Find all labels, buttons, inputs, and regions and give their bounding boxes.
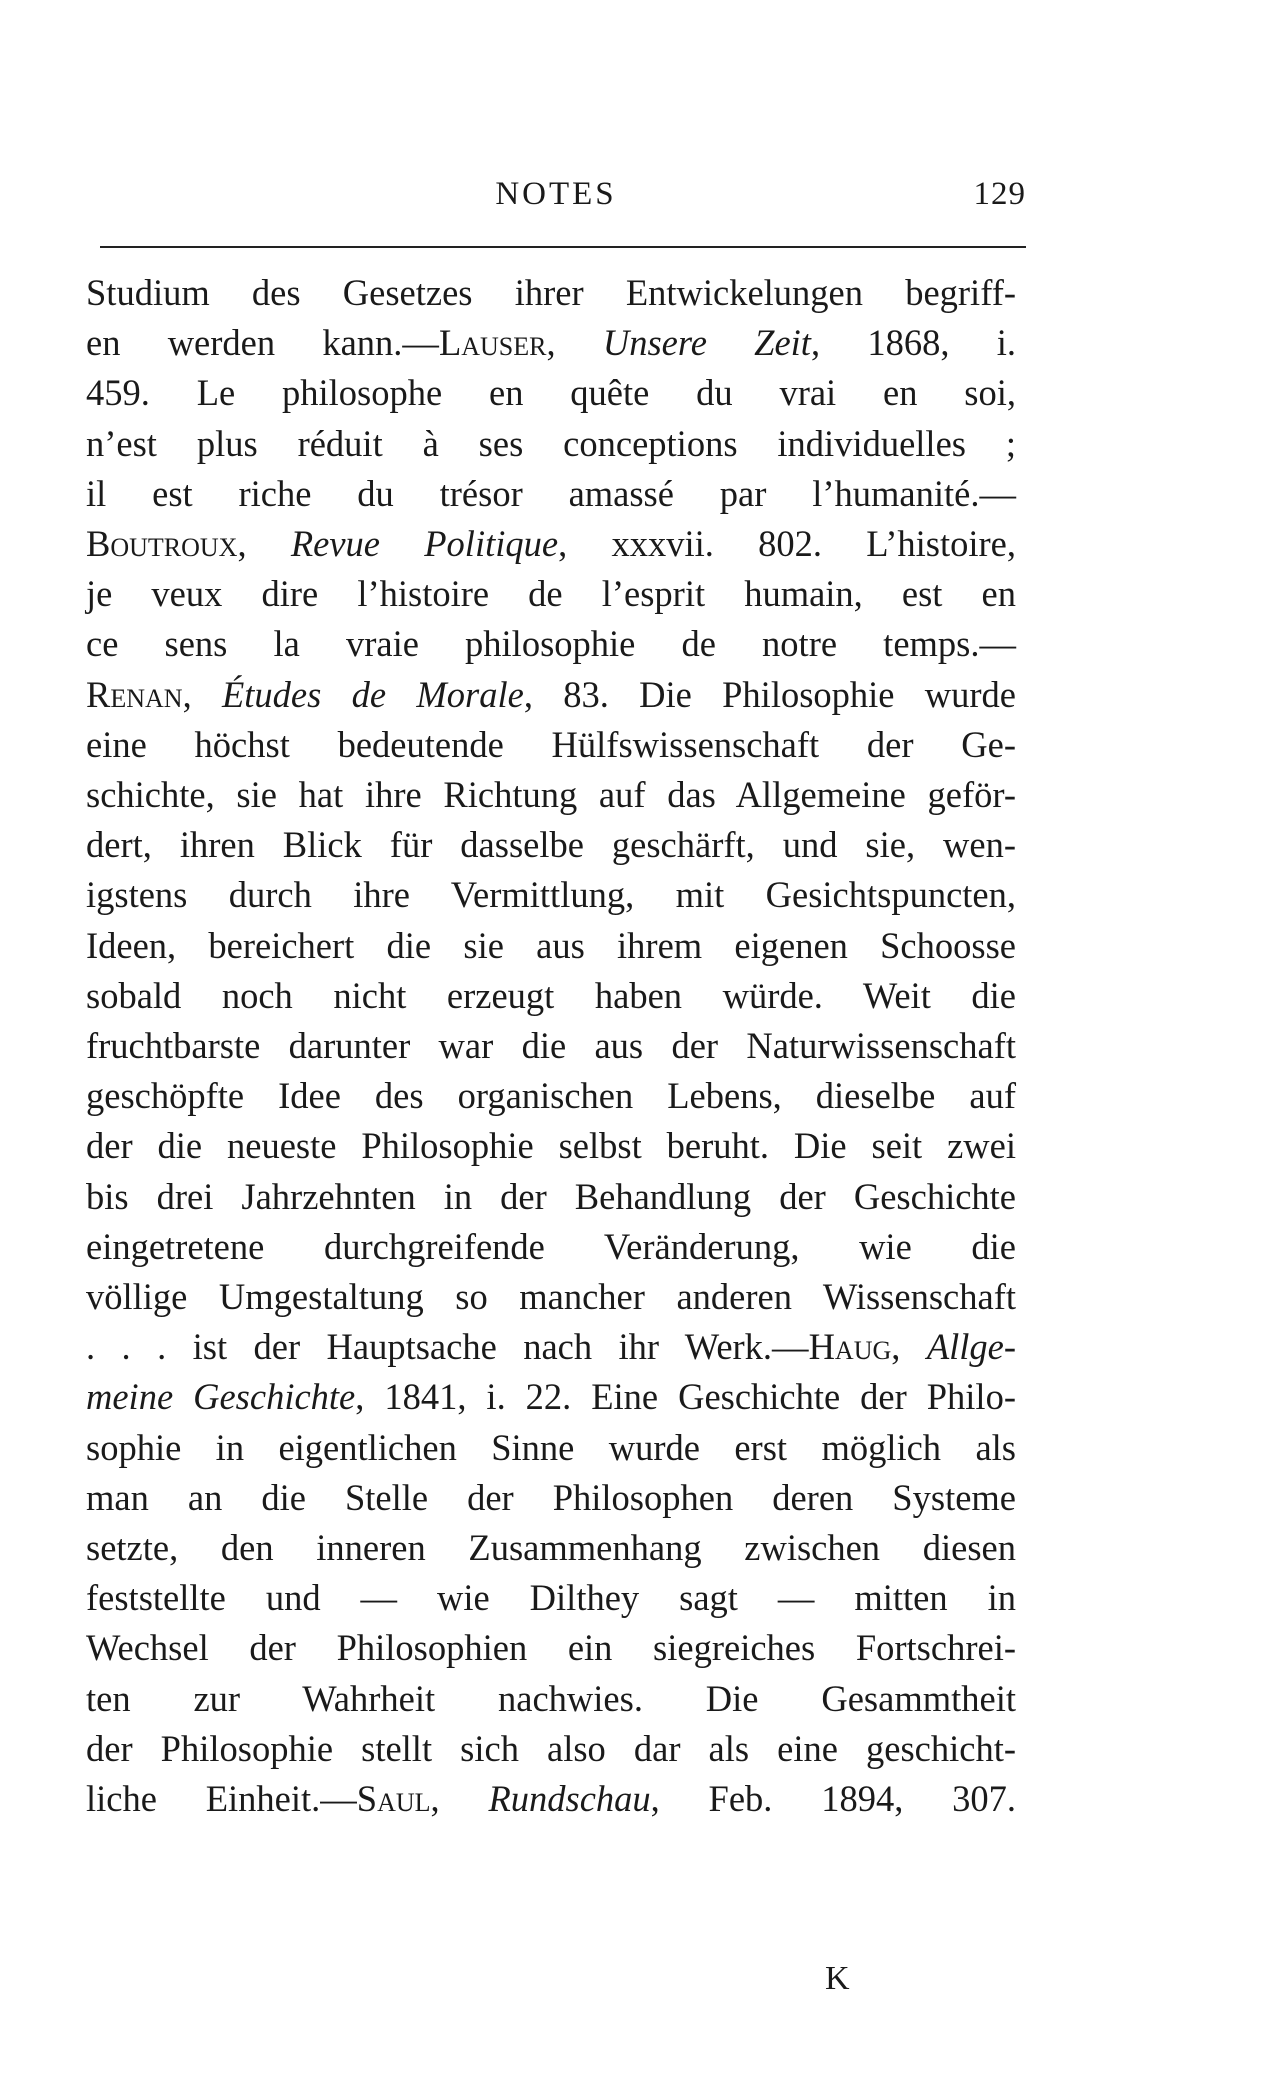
text-line (86, 1623, 1016, 1673)
text-run: eine höchst bedeutende Hülfswissenschaft der Ge- (86, 723, 1016, 765)
text-run: fruchtbarste darunter war die aus der Naturwissenschaft (86, 1025, 1016, 1067)
text-line (86, 268, 1016, 318)
text-run: geschöpfte Idee des organischen Lebens, dieselbe auf (86, 1075, 1016, 1117)
text-run: bis drei Jahrzehnten in der Behandlung der Geschichte (86, 1175, 1016, 1217)
text-run: en werden kann.— (86, 322, 439, 364)
text-line (86, 1573, 1016, 1623)
text-run: schichte, sie hat ihre Richtung auf das Allgemeine geför- (86, 774, 1016, 816)
author-name: Haug (808, 1326, 892, 1368)
text-run: eingetretene durchgreifende Veränderung, wie die (86, 1225, 1016, 1267)
author-name: Lauser (438, 322, 547, 364)
text-run: Wechsel der Philosophien ein siegreiches Fortschrei- (86, 1627, 1016, 1669)
text-line (86, 1021, 1016, 1071)
page-header (86, 176, 1026, 226)
text-run: 459. Le philosophe en quête du vrai en soi, (86, 372, 1016, 414)
text-run: der Philosophie stellt sich also dar als eine geschicht- (86, 1727, 1016, 1769)
text-run: , (182, 673, 222, 715)
text-line (86, 569, 1016, 619)
text-run: n’est plus réduit à ses conceptions individuelles ; (86, 422, 1016, 464)
text-line (86, 870, 1016, 920)
text-run: . . . ist der Hauptsache nach ihr Werk.— (86, 1326, 809, 1368)
text-line (86, 619, 1016, 669)
text-run: liche Einheit.— (86, 1778, 357, 1820)
text-line (86, 1774, 1016, 1824)
signature-mark: K (825, 1960, 850, 1997)
text-run: , (430, 1778, 489, 1820)
text-run: , xxxvii. 802. L’histoire, (558, 523, 1016, 565)
work-title: Unsere Zeit (602, 322, 811, 364)
author-name: Boutroux (86, 523, 238, 565)
text-run: ten zur Wahrheit nachwies. Die Gesammtheit (86, 1677, 1016, 1719)
text-line (86, 1423, 1016, 1473)
work-title: Rundschau (488, 1778, 651, 1820)
page-number: 129 (973, 176, 1026, 212)
text-run: ce sens la vraie philosophie de notre temps.— (86, 623, 1016, 665)
text-run: der die neueste Philosophie selbst beruht. Die seit zwei (86, 1125, 1016, 1167)
text-run: je veux dire l’histoire de l’esprit humain, est en (86, 573, 1016, 615)
text-run: , (546, 322, 603, 364)
text-line (86, 1322, 1016, 1372)
text-line (86, 1523, 1016, 1573)
text-line (86, 770, 1016, 820)
text-run: , Feb. 1894, 307. (650, 1778, 1017, 1820)
notes-body (86, 268, 1016, 1824)
text-line (86, 318, 1016, 368)
author-name: Renan (86, 673, 183, 715)
text-line (86, 1724, 1016, 1774)
text-run: sobald noch nicht erzeugt haben würde. Weit die (86, 974, 1016, 1016)
text-run: setzte, den inneren Zusammenhang zwischen diesen (86, 1527, 1016, 1569)
text-line (86, 971, 1016, 1021)
text-line (86, 720, 1016, 770)
text-line (86, 1674, 1016, 1724)
text-line (86, 368, 1016, 418)
text-run: sophie in eigentlichen Sinne wurde erst möglich als (86, 1426, 1016, 1468)
text-line (86, 1272, 1016, 1322)
text-run: feststellte und — wie Dilthey sagt — mitten in (86, 1577, 1016, 1619)
text-run: , (891, 1326, 927, 1368)
work-title: Études de Morale (221, 673, 524, 715)
text-run: völlige Umgestaltung so mancher anderen Wissenschaft (86, 1276, 1016, 1318)
work-title: Allge- (926, 1326, 1016, 1368)
text-run: , (237, 523, 291, 565)
text-run: , 1841, i. 22. Eine Geschichte der Philo- (355, 1376, 1016, 1418)
text-line (86, 1172, 1016, 1222)
text-line (86, 1222, 1016, 1272)
text-line (86, 1372, 1016, 1422)
text-run: igstens durch ihre Vermittlung, mit Gesichtspuncten, (86, 874, 1016, 916)
work-title: meine Geschichte (86, 1376, 356, 1418)
text-line (86, 670, 1016, 720)
text-run: , 83. Die Philosophie wurde (523, 673, 1017, 715)
text-line (86, 419, 1016, 469)
text-run: il est riche du trésor amassé par l’humanité.— (86, 472, 1016, 514)
text-run: , 1868, i. (810, 322, 1016, 364)
text-run: dert, ihren Blick für dasselbe geschärft, und sie, wen- (86, 824, 1016, 866)
text-line (86, 1071, 1016, 1121)
text-line (86, 469, 1016, 519)
text-run: man an die Stelle der Philosophen deren Systeme (86, 1476, 1016, 1518)
header-rule (100, 246, 1026, 248)
text-line (86, 820, 1016, 870)
text-line (86, 1473, 1016, 1523)
text-line (86, 519, 1016, 569)
text-run: Studium des Gesetzes ihrer Entwickelungen begriff- (86, 272, 1016, 313)
author-name: Saul (356, 1778, 431, 1820)
text-line (86, 1121, 1016, 1171)
work-title: Revue Politique (290, 523, 559, 565)
running-head: NOTES (495, 176, 617, 212)
text-line (86, 921, 1016, 971)
text-run: Ideen, bereichert die sie aus ihrem eigenen Schoosse (86, 924, 1016, 966)
